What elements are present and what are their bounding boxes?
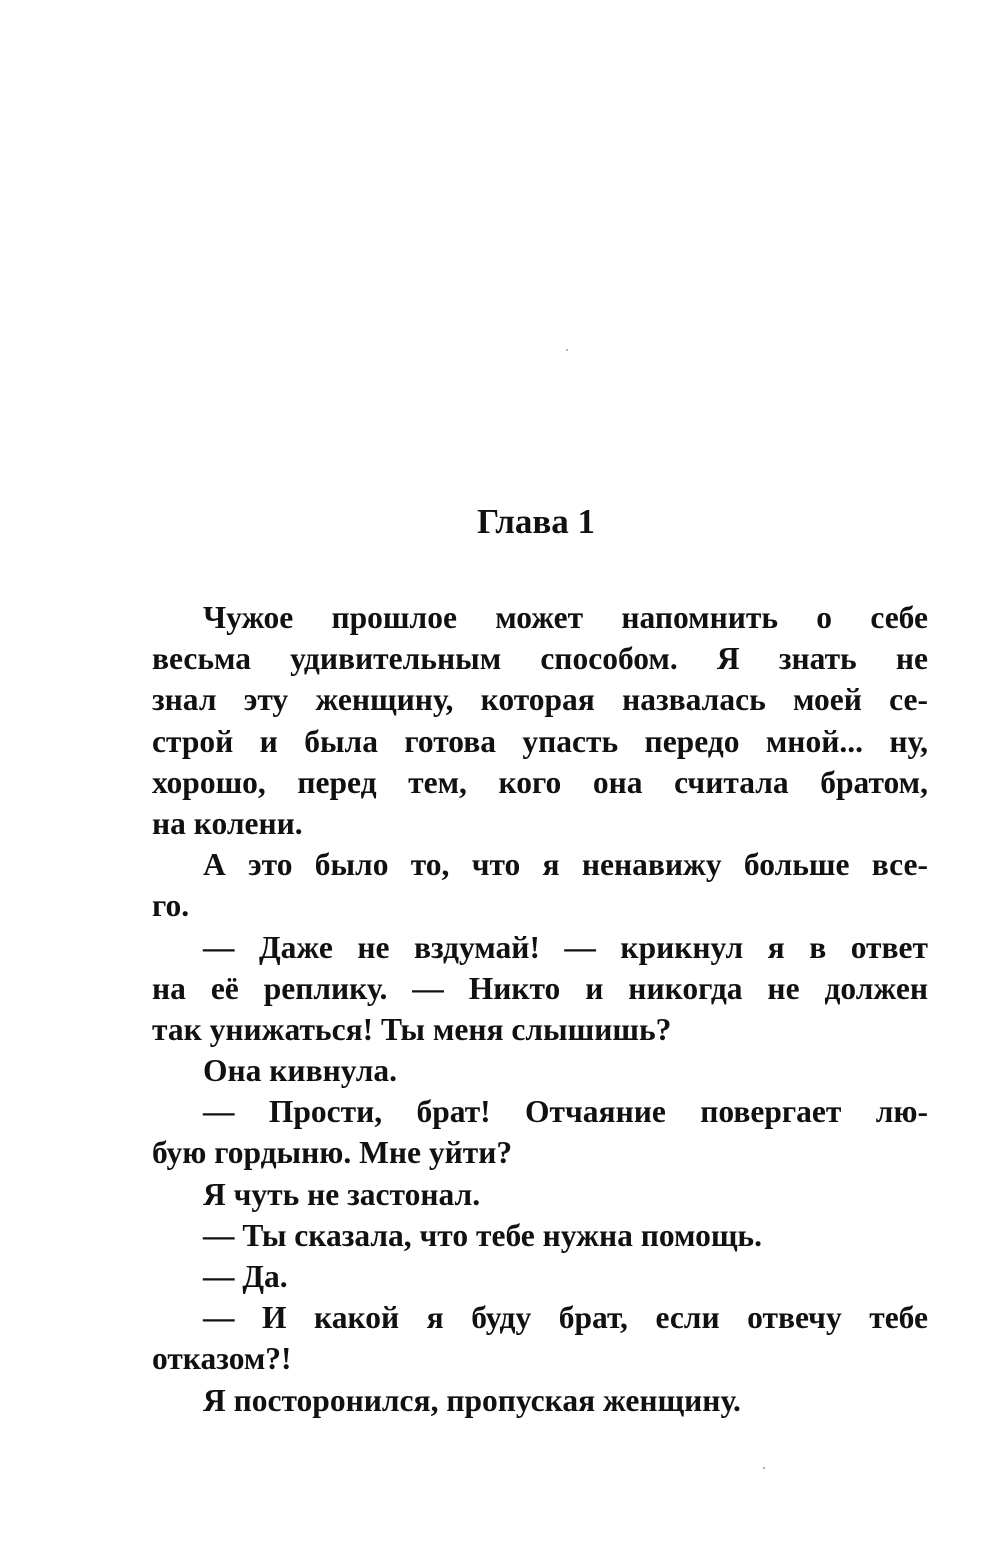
text-line: — Даже не вздумай! — крикнул я в ответ [203, 929, 928, 965]
text-line: бую гордыню. Мне уйти? [152, 1135, 513, 1171]
text-line: — Ты сказала, что тебе нужна помощь. [203, 1217, 762, 1253]
text-line: на колени. [152, 805, 303, 841]
text-line: строй и была готова упасть передо мной... ну, [152, 723, 928, 759]
paper-speck [566, 349, 568, 351]
text-line: отказом?! [152, 1341, 292, 1377]
chapter-title: Глава 1 [476, 502, 596, 541]
text-line: хорошо, перед тем, кого она считала братом, [152, 764, 928, 800]
chapter-body [152, 597, 928, 1421]
text-line: на её реплику. — Никто и никогда не должен [152, 970, 928, 1006]
text-line: А это было то, что я ненавижу больше все- [203, 847, 928, 883]
text-line: так унижаться! Ты меня слышишь? [152, 1011, 672, 1047]
text-line: весьма удивительным способом. Я знать не [152, 641, 928, 677]
text-line: — И какой я буду брат, если отвечу тебе [203, 1300, 928, 1336]
text-line: Она кивнула. [203, 1053, 397, 1089]
text-line: — Прости, брат! Отчаяние повергает лю- [203, 1094, 928, 1130]
text-line: Чужое прошлое может напомнить о себе [203, 600, 928, 635]
paper-speck [763, 1467, 765, 1469]
text-line: Я чуть не застонал. [203, 1176, 481, 1212]
text-line: Я посторонился, пропуская женщину. [203, 1382, 741, 1418]
text-line: — Да. [203, 1259, 288, 1294]
text-line: знал эту женщину, которая назвалась моей се- [152, 682, 928, 718]
text-line: го. [152, 888, 190, 924]
